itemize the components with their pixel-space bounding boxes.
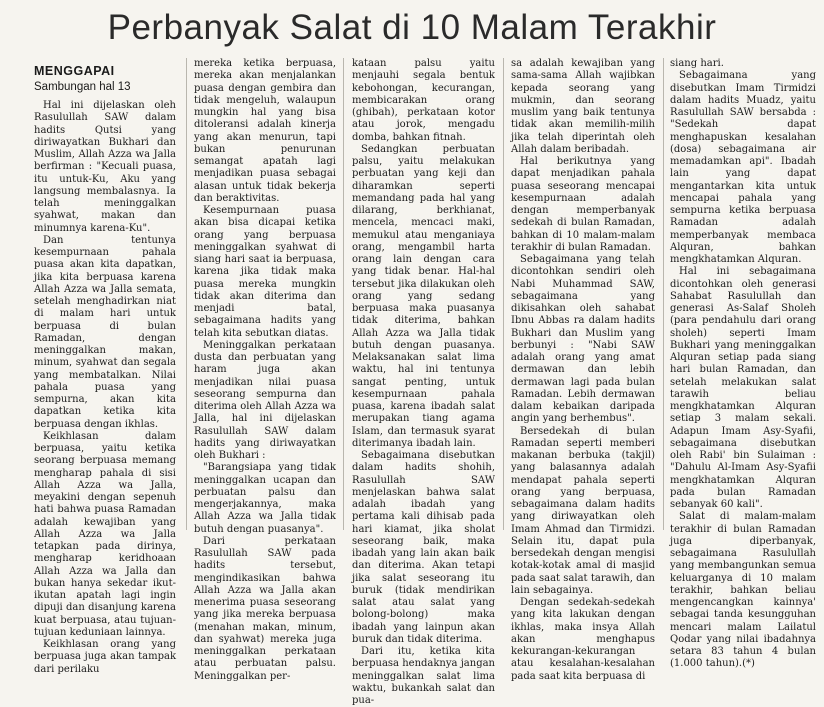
paragraph: Sebagaimana yang disebutkan Imam Tirmidzi dalam hadits Muadz, yaitu Rasulullah SAW bersabda : "Sedekah dapat menghapuskan kesalahan (dosa) sebagaimana air memadamkan api". Ibadah lain yang dapat mengantarkan kita untuk mencapai pahala yang sempurna ketika berpuasa Ramadan adalah memperbanyak membaca Alquran, bahkan mengkhatamkan Alquran.: [670, 70, 816, 265]
paragraph: Dari perkataan Rasulullah SAW pada hadits tersebut, mengindikasikan bahwa Allah Azza wa Jalla akan menerima puasa seseorang yang jika mereka berpuasa (menahan makan, minum, dan syahwat) mereka juga meninggalkan perkataan atau perbuatan palsu. Meninggalkan per-: [194, 535, 336, 682]
paragraph: Hal ini dijelaskan oleh Rasulullah SAW dalam hadits Qutsi yang diriwayatkan Bukhari dan Muslim, Allah Azza wa Jalla berfirman : "Kecuali puasa, itu untuk-Ku, Aku yang langsung membalasnya. Ia telah meninggalkan syahwat, makan dan minumnya karena-Ku".: [34, 100, 176, 234]
paragraph: sa adalah kewajiban yang sama-sama Allah wajibkan kepada seorang yang mukmin, dan seorang muslim yang baik tentunya tidak akan memilih-milih jika telah diperintah oleh Allah dalam beribadah.: [511, 58, 655, 155]
paragraph: mereka ketika berpuasa, mereka akan menjalankan puasa dengan gembira dan tidak mengeluh, walaupun mungkin hal yang bisa ditoleransi adalah kinerja yang akan menurun, tapi bukan penurunan semangat apatah lagi menjadikan puasa sebagai alasan untuk tidak bekerja dan beraktivitas.: [194, 58, 336, 204]
paragraph: Bersedekah di bulan Ramadan seperti memberi makanan berbuka (takjil) yang balasannya adalah mendapat pahala seperti orang yang berpuasa, sebagaimana dalam hadits yang diriwayatkan oleh Imam Ahmad dan Tirmidzi. Selain itu, dapat pula bersedekah dengan mengisi kotak-kotak amal di masjid pada saat salat tarawih, dan lain sebagainya.: [511, 425, 655, 596]
paragraph: Kesempurnaan puasa akan bisa dicapai ketika orang yang berpuasa meninggalkan syahwat di siang hari saat ia berpuasa, karena jika tidak maka puasa mereka mungkin tidak akan diterima dan menjadi batal, sebagaimana hadits yang telah kita sebutkan diatas.: [194, 205, 336, 339]
column-divider: [343, 58, 344, 530]
column-divider: [663, 58, 664, 530]
paragraph: Sebagaimana disebutkan dalam hadits shohih, Rasulullah SAW menjelaskan bahwa salat adalah ibadah yang pertama kali dihisab pada hari kiamat, jika sholat seseorang baik, maka ibadah yang lain akan baik dan diterima. Akan tetapi jika salat seseorang itu buruk (tidak mendirikan salat atau salat yang bolong-bolong) maka ibadah yang lainpun akan buruk dan tidak diterima.: [352, 450, 495, 645]
paragraph: Hal berikutnya yang dapat menjadikan pahala puasa seseorang mencapai kesempurnaan adalah dengan memperbanyak sedekah di bulan Ramadan, bahkan di 10 malam-malam terakhir di bulan Ramadan.: [511, 156, 655, 253]
paragraph: Salat di malam-malam terakhir di bulan Ramadan juga diperbanyak, sebagaimana Rasulullah yang membangunkan semua keluarganya di 10 malam terakhir, bahkan beliau mengencangkan kainnya' sebagai tanda kesungguhan mencari malam Lailatul Qodar yang nilai ibadahnya setara 83 tahun 4 bulan (1.000 tahun).(*): [670, 511, 816, 670]
section-kicker: MENGGAPAI: [34, 64, 115, 78]
column-divider: [186, 58, 187, 530]
article-column-4: [511, 58, 655, 682]
paragraph: Hal ini sebagaimana dicontohkan oleh generasi Sahabat Rasulullah dan generasi As-Salaf Sholeh (para pendahulu dari orang sholeh) seperti Imam Bukhari yang meninggalkan Alquran setiap pada siang hari bulan Ramadan, dan setelah melakukan salat tarawih beliau mengkhatamkan Alquran setiap 3 malam sekali. Adapun Imam Asy-Syafii, sebagaimana disebutkan oleh Rabi' bin Sulaiman : "Dahulu Al-Imam Asy-Syafii mengkhatamkan Alquran pada bulan Ramadan sebanyak 60 kali".: [670, 266, 816, 510]
paragraph: kataan palsu yaitu menjauhi segala bentuk kebohongan, kecurangan, membicarakan orang (ghibah), perkataan kotor atau jorok, mengadu domba, bahkan fitnah.: [352, 58, 495, 143]
article-column-2: [194, 58, 336, 682]
paragraph: siang hari.: [670, 58, 724, 69]
paragraph: Sedangkan perbuatan palsu, yaitu melakukan perbuatan yang keji dan diharamkan seperti memandang pada hal yang dilarang, berkhianat, mencela, mencaci maki, memukul atau menganiaya orang, mengambil harta orang lain dengan cara yang tidak benar. Hal-hal tersebut jika dilakukan oleh orang yang sedang berpuasa maka puasanya tidak diterima, bahkan Allah Azza wa Jalla tidak butuh dengan puasanya. Melaksanakan salat lima waktu, hal ini tentunya sangat penting, untuk kesempurnaan pahala puasa, karena ibadah salat merupakan tiang agama Islam, dan termasuk syarat diterimanya ibadah lain.: [352, 143, 495, 449]
paragraph: Sebagaimana yang telah dicontohkan sendiri oleh Nabi Muhammad SAW, sebagaimana yang dikisahkan oleh sahabat Ibnu Abbas ra dalam hadits Bukhari dan Muslim yang berbunyi : "Nabi SAW adalah orang yang amat dermawan dan lebih dermawan lagi pada bulan Ramadan. Lebih dermawan dalam kebaikan daripada angin yang berhembus".: [511, 254, 655, 425]
column-divider: [503, 58, 504, 530]
paragraph: "Barangsiapa yang tidak meninggalkan ucapan dan perbuatan palsu dan mengerjakannya, maka Allah Azza wa Jalla tidak butuh dengan puasanya".: [194, 462, 336, 535]
paragraph: Keikhlasan dalam berpuasa, yaitu ketika seorang berpuasa memang mengharap pahala di sisi Allah Azza wa Jalla, meyakini dengan sepenuh hati bahwa puasa Ramadan adalah kewajiban yang Allah Azza wa Jalla tetapkan pada dirinya, mengharap keridhoaan Allah Azza wa Jalla dan bukan hanya sekedar ikut-ikutan apatah lagi ingin dipuji dan disanjung karena kuat berpuasa, atau tujuan-tujuan keduniaan lainnya.: [34, 430, 176, 638]
paragraph: Keikhlasan orang yang berpuasa juga akan tampak dari perilaku: [34, 639, 176, 675]
paragraph: Meninggalkan perkataan dusta dan perbuatan yang haram juga akan menjadikan nilai puasa seseorang sempurna dan diterima oleh Allah Azza wa Jalla, hal ini dijelaskan Rasulullah SAW dalam hadits yang diriwayatkan oleh Bukhari :: [194, 339, 336, 461]
continuation-note: Sambungan hal 13: [34, 81, 131, 93]
article-column-1: [34, 58, 176, 675]
headline: Perbanyak Salat di 10 Malam Terakhir: [107, 8, 717, 47]
paragraph: Dengan sedekah-sedekah yang kita lakukan dengan ikhlas, maka insya Allah akan menghapus kekurangan-kekurangan atau kesalahan-kesalahan pada saat kita berpuasa di: [511, 597, 655, 682]
article-column-5: [670, 58, 816, 670]
article-column-3: [352, 58, 495, 706]
paragraph: Dari itu, ketika kita berpuasa hendaknya jangan meninggalkan salat lima waktu, bukankah salat dan pua-: [352, 646, 495, 706]
paragraph: Dan tentunya kesempurnaan pahala puasa akan kita dapatkan, jika kita berpuasa karena Allah Azza wa Jalla semata, setelah menghadirkan niat di malam hari untuk berpuasa di bulan Ramadan, dengan meninggalkan makan, minum, syahwat dan segala yang membatalkan. Nilai pahala puasa yang sempurna, akan kita dapatkan ketika kita berpuasa dengan ikhlas.: [34, 234, 176, 430]
